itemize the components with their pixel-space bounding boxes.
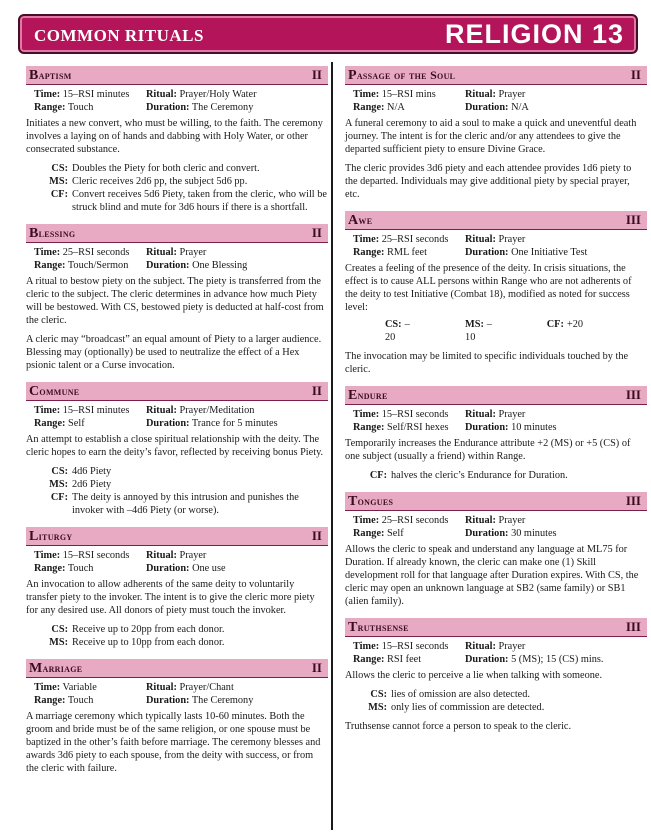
stat-range [353,653,465,666]
stat-value: Variable [62,682,97,693]
stat-value: Prayer/Meditation [179,405,255,416]
stat-value: Touch [67,695,94,706]
stat-label: Duration: [146,695,190,706]
ritual-stats [26,246,328,272]
ritual-header [26,527,328,546]
ritual-level: II [311,528,322,543]
stat-label: Range: [34,695,66,706]
ritual-section [26,66,328,214]
ritual-stats [26,404,328,430]
stat-duration [146,259,328,272]
ritual-note: The invocation may be limited to specific individuals touched by the cleric. [345,351,629,375]
ritual-stats [345,514,647,540]
stat-label: Time: [34,682,61,693]
result-row [345,688,647,701]
result-value: halves the cleric’s Endurance for Duration. [391,470,568,481]
result-row [26,175,328,188]
stat-label: Time: [353,515,380,526]
result-row [26,623,328,636]
stat-range [353,246,465,259]
ritual-section [26,224,328,372]
ritual-title: Baptism [29,68,72,83]
ritual-stats [26,549,328,575]
ritual-header [26,66,328,85]
stat-duration [146,694,328,707]
ritual-description: An invocation to allow adherents of the same deity to voluntarily transfer piety to the invoker. The intent is to give the cleric more piety for any desired use. All donors of piety must touch the invoker. [26,579,315,616]
stat-label: Duration: [146,102,190,113]
ritual-title: Passage of the Soul [348,68,456,83]
ritual-level: II [311,67,322,82]
result-value: The deity is annoyed by this intrusion and punishes the invoker with –4d6 Piety (or worse). [72,492,299,516]
stat-label: Ritual: [146,247,177,258]
stat-label: Time: [34,405,61,416]
stat-time [353,88,465,101]
stat-value: 15–RSI seconds [381,409,449,420]
ritual-description: Initiates a new convert, who must be willing, to the faith. The ceremony involves a laying on of hands and dabbing with Holy Water, or other consecrated substance. [26,118,323,155]
stat-ritual [465,408,647,421]
ritual-stats [345,88,647,114]
stat-value: Prayer [498,641,526,652]
result-value: Receive up to 20pp from each donor. [72,624,225,635]
ritual-header [345,66,647,85]
stat-value: 5 (MS); 15 (CS) mins. [511,654,604,665]
ritual-description: A cleric may “broadcast” an equal amount of Piety to a larger audience. Blessing may (optionally) be used to neutralize the effect of a Hex psionic talent or a Curse invocation. [26,334,322,371]
stat-label: Ritual: [465,234,496,245]
stat-time [34,549,146,562]
result-key: MS: [368,702,387,713]
ritual-level: III [625,619,641,634]
result-key: MS: [49,176,68,187]
ritual-note: Truthsense cannot force a person to speak to the cleric. [345,721,572,732]
ritual-title: Marriage [29,661,83,676]
stat-value: Prayer [179,550,207,561]
stat-value: Self [68,418,85,429]
stat-value: N/A [511,102,529,113]
stat-duration [465,653,647,666]
stat-label: Time: [34,247,61,258]
ritual-level: III [625,493,641,508]
stat-value: 25–RSI seconds [62,247,130,258]
stat-ritual [146,246,328,259]
stat-value: Prayer [498,89,526,100]
chapter-title: RELIGION 13 [444,19,624,49]
result-row [345,701,647,714]
modifier-item [465,318,515,344]
stat-ritual [146,549,328,562]
stat-range [353,101,465,114]
stat-time [34,404,146,417]
stat-value: Self [387,528,404,539]
stat-label: Ritual: [465,641,496,652]
stat-value: One Blessing [192,260,248,271]
stat-label: Duration: [465,528,509,539]
ritual-description: Allows the cleric to speak and understand any language at ML75 for Duration. If already known, the cleric can make one (1) Skill development roll for that language after Duration expires. With CS, the cleric may open an unknown language at SB2 (same family) or SB1 (alien family). [345,544,639,607]
stat-value: 15–RSI minutes [62,89,130,100]
ritual-section [26,382,328,517]
modifier-value: –10 [465,319,493,343]
ritual-description: An attempt to establish a close spiritual relationship with the deity. The cleric hopes to earn the deity’s favor, reflected by receiving bonus Piety. [26,434,324,458]
stat-label: Range: [353,654,385,665]
stat-label: Duration: [465,102,509,113]
ritual-title: Awe [348,213,373,228]
stat-ritual [146,404,328,417]
stat-time [353,408,465,421]
right-column [345,66,647,743]
ritual-header [26,659,328,678]
stat-range [34,562,146,575]
stat-value: Touch [67,563,94,574]
stat-label: Ritual: [146,405,177,416]
ritual-section [345,618,647,733]
stat-range [353,527,465,540]
ritual-level: II [311,660,322,675]
modifier-key: CS: [385,319,402,330]
ritual-stats [345,640,647,666]
stat-value: 15–RSI minutes [62,405,130,416]
result-list [26,623,328,649]
ritual-section [26,527,328,649]
stat-range [353,421,465,434]
stat-time [353,233,465,246]
result-list [26,162,328,214]
result-row [26,188,328,214]
result-key: MS: [49,637,68,648]
ritual-section [345,386,647,482]
ritual-header [26,224,328,243]
stat-time [34,88,146,101]
stat-label: Duration: [146,563,190,574]
stat-value: Prayer [498,234,526,245]
ritual-title: Commune [29,384,80,399]
result-key: CS: [51,466,68,477]
result-value: lies of omission are also detected. [391,689,530,700]
stat-label: Ritual: [465,515,496,526]
ritual-section [345,492,647,608]
ritual-level: II [311,383,322,398]
stat-value: 30 minutes [511,528,557,539]
ritual-header [345,211,647,230]
page-banner [18,14,638,54]
stat-label: Range: [353,102,385,113]
stat-value: Prayer [498,409,526,420]
stat-value: Prayer/Holy Water [179,89,257,100]
ritual-description: A funeral ceremony to aid a soul to make a quick and uneventful death journey. The intent is for the cleric and/or any attendees to give the departed sufficient piety to ensure Divine Grace. [345,118,637,155]
modifier-item [547,318,615,344]
stat-duration [146,417,328,430]
result-key: CS: [370,689,387,700]
result-list [345,688,647,714]
stat-label: Range: [34,418,66,429]
result-value: Convert receives 5d6 Piety, taken from the cleric, who will be struck blind and mute for 3d6 hours if there is a shortfall. [72,189,327,213]
result-key: CF: [50,492,68,503]
stat-time [353,640,465,653]
ritual-section [26,659,328,775]
modifier-item [385,318,433,344]
ritual-section [345,66,647,201]
stat-ritual [146,88,328,101]
ritual-description: Allows the cleric to perceive a lie when talking with someone. [345,670,603,681]
ritual-stats [26,681,328,707]
ritual-title: Truthsense [348,620,409,635]
ritual-description: The cleric provides 3d6 piety and each attendee provides 1d6 piety to the departed. Individuals may give additional piety by special prayer, etc. [345,163,632,200]
stat-label: Ritual: [465,409,496,420]
stat-label: Duration: [465,422,509,433]
stat-label: Range: [353,422,385,433]
stat-value: Prayer/Chant [179,682,234,693]
ritual-level: III [625,387,641,402]
ritual-stats [345,408,647,434]
stat-label: Time: [34,550,61,561]
stat-value: The Ceremony [191,695,254,706]
stat-value: 15–RSI mins [381,89,436,100]
result-row [26,162,328,175]
result-key: CF: [369,470,387,481]
stat-label: Range: [353,528,385,539]
ritual-header [345,618,647,637]
ritual-level: II [311,225,322,240]
stat-label: Range: [34,260,66,271]
stat-value: One use [192,563,226,574]
stat-duration [465,246,647,259]
ritual-title: Tongues [348,494,394,509]
stat-value: Touch/Sermon [67,260,129,271]
stat-label: Time: [34,89,61,100]
stat-label: Duration: [465,247,509,258]
stat-label: Duration: [465,654,509,665]
stat-time [34,681,146,694]
left-column [26,66,328,785]
stat-ritual [465,233,647,246]
stat-value: RML feet [387,247,427,258]
stat-duration [465,101,647,114]
ritual-level: III [625,212,641,227]
modifier-value: +20 [566,319,583,330]
stat-value: 15–RSI seconds [381,641,449,652]
stat-label: Ritual: [146,550,177,561]
stat-label: Range: [353,247,385,258]
ritual-description: A ritual to bestow piety on the subject. The piety is transferred from the cleric to the subject. The cleric determines in advance how much Piety will be bestowed. With CS, bestowed piety is deducted at half-cost from the cleric. [26,276,324,326]
result-value: Doubles the Piety for both cleric and convert. [72,163,260,174]
result-value: 4d6 Piety [72,466,112,477]
stat-value: 10 minutes [511,422,557,433]
result-key: CF: [50,189,68,200]
result-list [345,469,647,482]
stat-value: N/A [387,102,405,113]
ritual-title: Blessing [29,226,76,241]
result-list [26,465,328,517]
modifier-value: –20 [385,319,410,343]
stat-label: Ritual: [146,89,177,100]
stat-label: Duration: [146,260,190,271]
stat-time [34,246,146,259]
stat-value: Trance for 5 minutes [191,418,278,429]
result-value: 2d6 Piety [72,479,112,490]
modifier-key: MS: [465,319,484,330]
result-row [26,491,328,517]
stat-ritual [465,514,647,527]
stat-range [34,259,146,272]
stat-label: Range: [34,102,66,113]
stat-value: The Ceremony [191,102,254,113]
result-key: CS: [51,624,68,635]
stat-duration [146,101,328,114]
success-modifiers [345,318,647,344]
stat-value: Prayer [179,247,207,258]
result-key: CS: [51,163,68,174]
result-row [345,469,647,482]
ritual-stats [345,233,647,259]
stat-value: Prayer [498,515,526,526]
result-row [26,478,328,491]
stat-label: Ritual: [146,682,177,693]
ritual-title: Liturgy [29,529,73,544]
ritual-description: Creates a feeling of the presence of the deity. In crisis situations, the effect is to cause ALL persons within Range who are not adherents of the deity to test Initiative (Combat 18), modified as noted for success level: [345,263,632,313]
stat-value: 25–RSI seconds [381,515,449,526]
stat-value: 15–RSI seconds [62,550,130,561]
ritual-header [26,382,328,401]
ritual-title: Endure [348,388,388,403]
stat-value: 25–RSI seconds [381,234,449,245]
stat-label: Duration: [146,418,190,429]
modifier-key: CF: [546,319,564,330]
stat-range [34,101,146,114]
ritual-stats [26,88,328,114]
stat-label: Time: [353,409,380,420]
ritual-description: A marriage ceremony which typically lasts 10-60 minutes. Both the groom and bride must be of the same religion, or one spouse must be baptized in the other’s faith before marriage. The ceremony blesses and awards 3d6 piety to each spouse, from the deity with success, or from the cleric with failure. [26,711,321,774]
result-row [26,636,328,649]
stat-value: Touch [67,102,94,113]
stat-duration [465,527,647,540]
result-value: only lies of commission are detected. [391,702,545,713]
stat-label: Time: [353,641,380,652]
stat-range [34,417,146,430]
ritual-section [345,211,647,376]
ritual-description: Temporarily increases the Endurance attribute +2 (MS) or +5 (CS) of one subject (usually a friend) within Range. [345,438,631,462]
stat-label: Time: [353,89,380,100]
ritual-header [345,386,647,405]
stat-ritual [465,640,647,653]
section-title: COMMON RITUALS [34,26,204,45]
stat-value: RSI feet [387,654,422,665]
result-value: Receive up to 10pp from each donor. [72,637,225,648]
result-row [26,465,328,478]
stat-label: Ritual: [465,89,496,100]
stat-value: One Initiative Test [511,247,588,258]
stat-value: Self/RSI hexes [387,422,449,433]
stat-duration [146,562,328,575]
ritual-level: II [630,67,641,82]
stat-label: Range: [34,563,66,574]
result-key: MS: [49,479,68,490]
stat-time [353,514,465,527]
result-value: Cleric receives 2d6 pp, the subject 5d6 pp. [72,176,248,187]
ritual-header [345,492,647,511]
stat-range [34,694,146,707]
column-divider [331,62,333,830]
stat-ritual [146,681,328,694]
stat-duration [465,421,647,434]
stat-label: Time: [353,234,380,245]
stat-ritual [465,88,647,101]
